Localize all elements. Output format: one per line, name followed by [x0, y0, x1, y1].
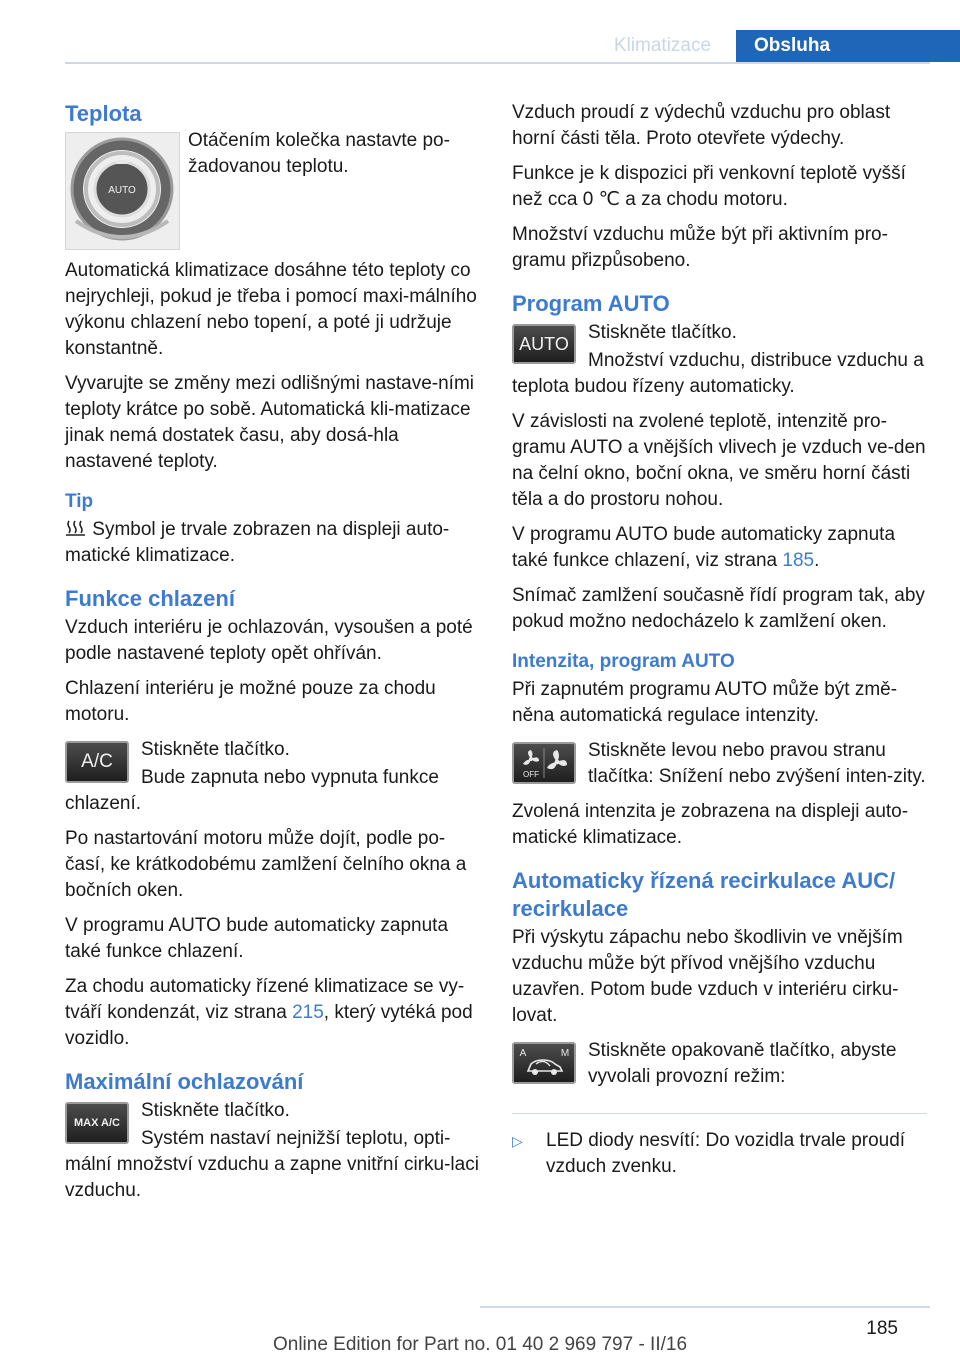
intenzita-press-instruction: Stiskněte levou nebo pravou stranu tlačítka: Snížení nebo zvýšení inten‐zity. — [588, 740, 926, 787]
ac-press-result: Bude zapnuta nebo vypnuta funkce chlazení. — [65, 767, 439, 814]
right-column — [512, 100, 927, 1180]
page-number: 185 — [866, 1318, 898, 1339]
auto-paragraph-1: V závislosti na zvolené teplotě, intenzitě pro‐gramu AUTO a vnějších vlivech je vzduch ve‐den na čelní okno, boční okna, ve směru horní části těla a do prostoru nohou. — [512, 411, 926, 510]
header-chapter: Obsluha — [736, 30, 960, 62]
intenzita-paragraph-2: Zvolená intenzita je zobrazena na displeji auto‐matické klimatizace. — [512, 801, 909, 848]
chlazeni-paragraph-2: Chlazení interiéru je možné pouze za chodu motoru. — [65, 678, 436, 725]
heading-tip: Tip — [65, 491, 94, 512]
max-press-result: Systém nastaví nejnižší teplotu, opti‐mální množství vzduchu a zapne vnitřní cirku‐laci vzduchu. — [65, 1128, 479, 1201]
recirculation-button-image — [512, 1042, 576, 1084]
list-rule — [512, 1113, 927, 1114]
footer-edition: Online Edition for Part no. 01 40 2 969 797 - II/16 — [272, 1334, 688, 1355]
intenzita-paragraph-1: Při zapnutém programu AUTO může být změ‐něna automatická regulace intenzity. — [512, 679, 898, 726]
ac-button-image: A/C — [65, 741, 129, 783]
teplota-paragraph-1: Automatická klimatizace dosáhne této teploty co nejrychleji, pokud je třeba i pomocí maxi‐málního výkonu chlazení nebo topení, a poté ji udržuje konstantně. — [65, 260, 477, 359]
list-item-text: LED diody nesvítí: Do vozidla trvale proudí vzduch zvenku. — [546, 1130, 906, 1177]
auto-paragraph-2: V programu AUTO bude automaticky zapnuta také funkce chlazení, viz strana 185. — [512, 524, 896, 571]
auto-paragraph-3: Snímač zamlžení současně řídí program tak, aby pokud možno nedocházelo k zamlžení oken. — [512, 585, 925, 632]
auc-paragraph-1: Při výskytu zápachu nebo škodlivin ve vnějším vzduchu může být přívod vnějšího vzduchu uzavřen. Potom bude vzduch v interiéru cirku‐lovat. — [512, 927, 903, 1026]
tip-text: Symbol je trvale zobrazen na displeji auto‐matické klimatizace. — [65, 519, 450, 566]
bullet-triangle-icon: ▷ — [512, 1133, 523, 1149]
chlazeni-paragraph-3: Po nastartování motoru může dojít, podle po‐časí, ke krátkodobému zamlžení čelního okna a bočních oken. — [65, 828, 467, 901]
fan-icon — [514, 744, 574, 782]
svg-text:OFF: OFF — [523, 770, 539, 779]
max-press-instruction: Stiskněte tlačítko. — [141, 1100, 290, 1121]
svg-text:AUTO: AUTO — [108, 185, 136, 196]
heading-maximalni-ochlazovani: Maximální ochlazování — [65, 1069, 304, 1094]
chlazeni-paragraph-5: Za chodu automaticky řízené klimatizace se vy‐tváří kondenzát, viz strana 215, který vytéká pod vozidlo. — [65, 976, 473, 1049]
recirculation-car-icon — [514, 1044, 574, 1082]
page-link-185[interactable]: 185 — [782, 550, 815, 571]
max-ac-button-image: MAX A/C — [65, 1102, 129, 1144]
svg-text:M: M — [560, 1048, 570, 1059]
max-paragraph-1: Vzduch proudí z výdechů vzduchu pro oblast horní části těla. Proto otevřete výdechy. — [512, 102, 891, 149]
teplota-paragraph-2: Vyvarujte se změny mezi odlišnými nastave‐ními teploty krátce po sobě. Automatická kli‐matizace jinak nemá dostatek času, aby dosá‐hla nastavené teploty. — [65, 373, 474, 472]
temperature-knob-icon — [66, 133, 179, 249]
heading-auc: Automaticky řízená recirkulace AUC/ recirkulace — [512, 868, 896, 921]
heading-funkce-chlazeni: Funkce chlazení — [65, 586, 235, 611]
list-item — [512, 1128, 927, 1180]
heading-teplota: Teplota — [65, 101, 142, 126]
chlazeni-paragraph-1: Vzduch interiéru je ochlazován, vysoušen a poté podle nastavené teploty opět ohříván. — [65, 617, 473, 664]
page-link-215[interactable]: 215 — [292, 1002, 324, 1023]
max-paragraph-3: Množství vzduchu může být při aktivním pro‐gramu přizpůsobeno. — [512, 224, 888, 271]
fan-intensity-button-image — [512, 742, 576, 784]
teplota-intro: Otáčením kolečka nastavte po‐žadovanou teplotu. — [188, 130, 450, 177]
chlazeni-paragraph-4: V programu AUTO bude automaticky zapnuta také funkce chlazení. — [65, 915, 449, 962]
auc-press-instruction: Stiskněte opakovaně tlačítko, abyste vyvolali provozní režim: — [588, 1040, 897, 1087]
left-column — [65, 100, 480, 1213]
max-paragraph-2: Funkce je k dispozici při venkovní teplotě vyšší než cca 0 ℃ a za chodu motoru. — [512, 163, 906, 210]
heading-intenzita: Intenzita, program AUTO — [512, 651, 735, 672]
header-rule — [65, 62, 930, 64]
defrost-rear-icon — [65, 519, 87, 537]
heading-program-auto: Program AUTO — [512, 291, 670, 316]
ac-press-instruction: Stiskněte tlačítko. — [141, 739, 290, 760]
auto-press-result: Množství vzduchu, distribuce vzduchu a teplota budou řízeny automaticky. — [512, 350, 924, 397]
header-section: Klimatizace — [613, 35, 712, 56]
temperature-knob-image — [65, 132, 180, 250]
auto-press-instruction: Stiskněte tlačítko. — [588, 322, 737, 343]
svg-text:A: A — [519, 1048, 527, 1059]
footer-rule — [480, 1306, 930, 1308]
auto-button-image: AUTO — [512, 324, 576, 364]
